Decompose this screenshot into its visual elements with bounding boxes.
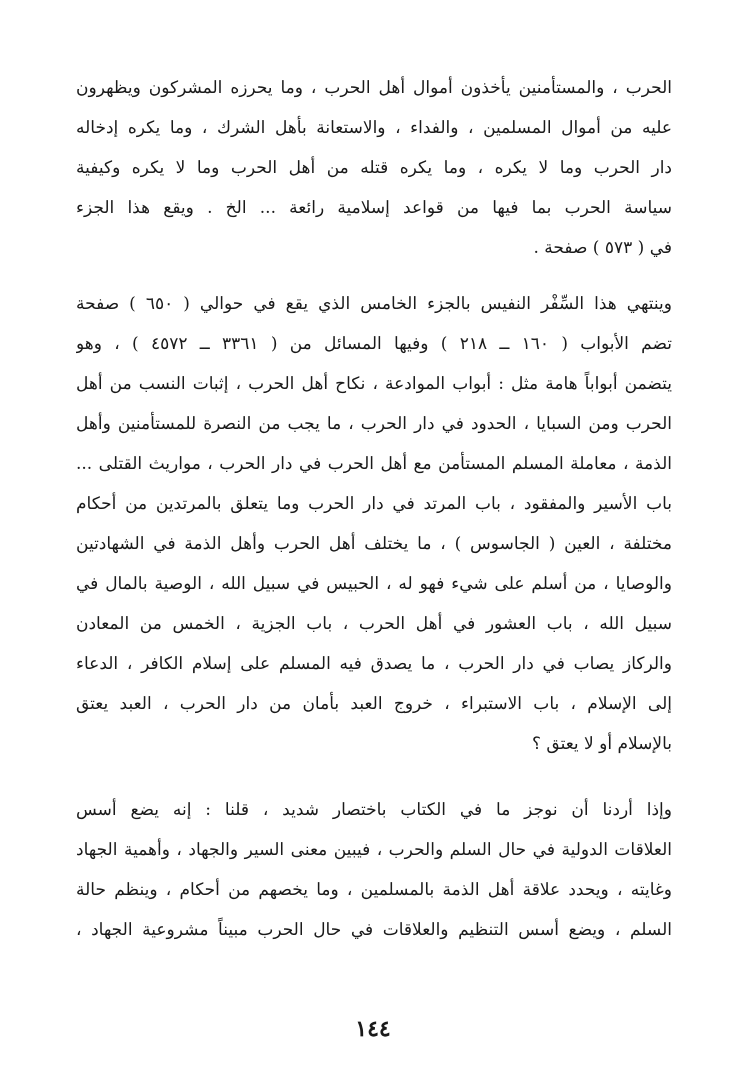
text-line: والركاز يصاب في دار الحرب ، ما يصدق فيه المسلم على إسلام الكافر ، الدعاء	[76, 654, 672, 674]
text-line: الحرب ، والمستأمنين يأخذون أموال أهل الحرب ، وما يحرزه المشركون ويظهرون	[76, 78, 672, 98]
text-line: وينتهي هذا السِّفْر النفيس بالجزء الخامس الذي يقع في حوالي ( ٦٥٠ ) صفحة	[76, 294, 672, 314]
text-line: بالإسلام أو لا يعتق ؟	[531, 734, 672, 754]
text-line: يتضمن أبواباً هامة مثل : أبواب الموادعة ، نكاح أهل الحرب ، إثبات النسب من أهل	[76, 374, 672, 394]
text-line: تضم الأبواب ( ١٦٠ ــ ٢١٨ ) وفيها المسائل من ( ٣٣٦١ ــ ٤٥٧٢ ) ، وهو	[76, 334, 672, 354]
text-line: إلى الإسلام ، باب الاستبراء ، خروج العبد بأمان من دار الحرب ، العبد يعتق	[76, 694, 672, 714]
paragraph-3	[76, 790, 672, 950]
text-line: مختلفة ، العين ( الجاسوس ) ، ما يختلف أهل الحرب وأهل الذمة في الشهادتين	[76, 534, 672, 554]
text-line: سياسة الحرب بما فيها من قواعد إسلامية رائعة ... الخ . ويقع هذا الجزء	[76, 198, 672, 218]
text-line: والوصايا ، من أسلم على شيء فهو له ، الحبيس في سبيل الله ، الوصية بالمال في	[76, 574, 672, 594]
paragraph-2	[76, 284, 672, 764]
text-line: وغايته ، ويحدد علاقة أهل الذمة بالمسلمين ، وما يخصهم من أحكام ، وينظم حالة	[76, 880, 672, 900]
text-line: الذمة ، معاملة المسلم المستأمن مع أهل الحرب في دار الحرب ، مواريث القتلى ...	[76, 454, 672, 474]
text-line: وإذا أردنا أن نوجز ما في الكتاب باختصار شديد ، قلنا : إنه يضع أسس	[76, 800, 672, 820]
text-line: دار الحرب وما لا يكره ، وما يكره قتله من أهل الحرب وما لا يكره وكيفية	[76, 158, 672, 178]
text-line: سبيل الله ، باب العشور في أهل الحرب ، باب الجزية ، الخمس من المعادن	[76, 614, 672, 634]
text-line: الحرب ومن السبايا ، الحدود في دار الحرب ، ما يجب من النصرة للمستأمنين وأهل	[76, 414, 672, 434]
text-line: السلم ، ويضع أسس التنظيم والعلاقات في حال الحرب مبيناً مشروعية الجهاد ،	[76, 920, 672, 940]
paragraph-1	[76, 68, 672, 268]
text-line: عليه من أموال المسلمين ، والفداء ، والاستعانة بأهل الشرك ، وما يكره إدخاله	[76, 118, 672, 138]
text-line: العلاقات الدولية في حال السلم والحرب ، فيبين معنى السير والجهاد ، وأهمية الجهاد	[76, 840, 672, 860]
text-line: في ( ٥٧٣ ) صفحة .	[533, 238, 672, 258]
page-number: ١٤٤	[355, 1016, 391, 1042]
text-line: باب الأسير والمفقود ، باب المرتد في دار الحرب وما يتعلق بالمرتدين من أحكام	[76, 494, 672, 514]
